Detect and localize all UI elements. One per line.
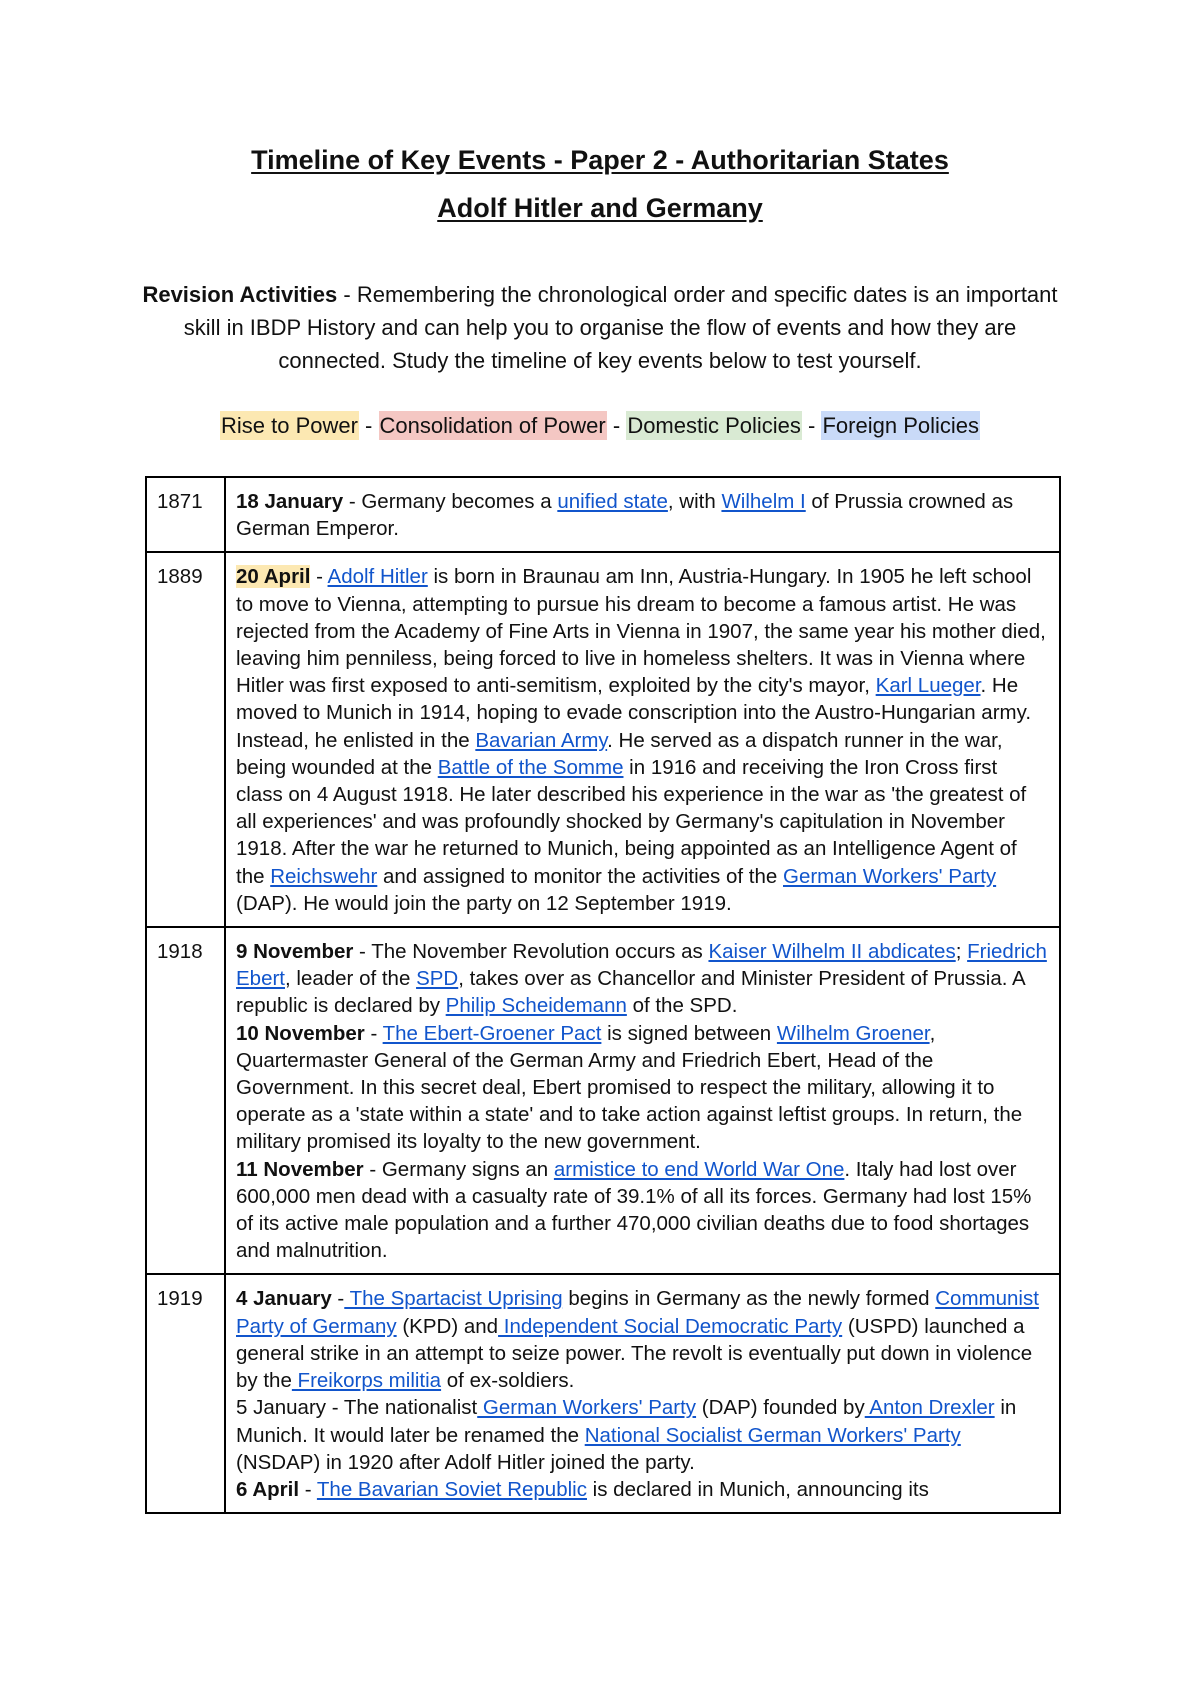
timeline-year: 1919 [146, 1274, 225, 1513]
event-text: and assigned to monitor the activities of the [377, 864, 783, 888]
event-text: - The November Revolution occurs as [353, 940, 709, 964]
timeline-event [236, 1156, 1049, 1265]
event-link[interactable]: Freikorps militia [291, 1369, 442, 1393]
timeline-event [236, 1476, 1049, 1503]
color-legend [0, 411, 1200, 441]
event-text: (KPD) and [396, 1314, 499, 1338]
event-text: . He moved to Munich in 1914, hoping to evade conscription into the Austro-Hungarian army. Instead, he enlisted in the [236, 674, 1032, 752]
event-date: 11 November [236, 1157, 364, 1181]
event-link[interactable]: Anton Drexler [864, 1396, 995, 1420]
timeline-row [146, 1274, 1060, 1513]
event-date: 18 January [236, 490, 344, 513]
event-link[interactable]: Wilhelm I [721, 490, 806, 513]
event-date: 6 April [236, 1477, 300, 1501]
timeline-event [236, 1394, 1049, 1476]
event-text: in Munich. It would later be renamed the [236, 1396, 1017, 1447]
event-text: - Germany signs an [363, 1157, 554, 1181]
event-text: - [299, 1477, 317, 1501]
timeline-event [236, 1285, 1049, 1394]
event-text: - [310, 565, 328, 589]
event-text: (DAP). He would join the party on 12 September 1919. [236, 891, 732, 915]
event-link[interactable]: Wilhelm Groener [776, 1021, 930, 1045]
event-text: of the SPD. [626, 994, 738, 1018]
timeline-row [146, 477, 1060, 552]
event-text: - Germany becomes a [343, 490, 558, 513]
event-text: (DAP) founded by [696, 1396, 865, 1420]
document-title: Timeline of Key Events - Paper 2 - Authoritarian States [251, 145, 949, 175]
event-text: is signed between [601, 1021, 777, 1045]
event-text: , leader of the [285, 967, 417, 991]
event-link[interactable]: Independent Social Democratic Party [498, 1314, 843, 1338]
event-text: of Prussia crowned as German Emperor. [236, 490, 1014, 541]
event-date: 20 April [236, 565, 311, 589]
event-text: . Italy had lost over 600,000 men dead with a casualty rate of 39.1% of all its forces. Germany had lost 15% of its active male population and a further 470,000 civilian deaths due to food shortages and malnutrition. [236, 1157, 1032, 1263]
legend-consolidation-of-power: Consolidation of Power [379, 413, 606, 438]
timeline-events-cell [225, 927, 1060, 1274]
legend-separator: - [358, 413, 379, 438]
event-link[interactable]: armistice to end World War One [553, 1157, 845, 1181]
event-text: begins in Germany as the newly formed [562, 1287, 936, 1311]
timeline-year: 1918 [146, 927, 225, 1274]
timeline-body [146, 477, 1060, 1513]
event-text: of ex-soldiers. [441, 1369, 575, 1393]
legend-rise-to-power: Rise to Power [220, 413, 358, 438]
event-link[interactable]: Reichswehr [270, 864, 378, 888]
intro-paragraph [140, 278, 1060, 377]
timeline-row [146, 552, 1060, 927]
timeline-event [236, 488, 1049, 542]
timeline-event [236, 1020, 1049, 1156]
event-text: ; [955, 940, 968, 964]
event-link[interactable]: National Socialist German Workers' Party [584, 1423, 961, 1447]
timeline-events-cell [225, 552, 1060, 927]
legend-separator: - [606, 413, 627, 438]
event-link[interactable]: The Spartacist Uprising [344, 1287, 563, 1311]
timeline-row [146, 927, 1060, 1274]
timeline-events-cell [225, 1274, 1060, 1513]
event-date: 9 November [236, 940, 354, 964]
event-link[interactable]: Battle of the Somme [437, 755, 624, 779]
event-link[interactable]: Friedrich Ebert [236, 940, 1047, 991]
event-text: (USPD) launched a general strike in an attempt to seize power. The revolt is eventually put down in violence by the [236, 1314, 1033, 1393]
event-link[interactable]: German Workers' Party [783, 864, 997, 888]
document-subtitle: Adolf Hitler and Germany [437, 193, 763, 223]
timeline-year: 1871 [146, 477, 225, 552]
event-date: 4 January [236, 1287, 332, 1311]
event-text: in 1916 and receiving the Iron Cross first class on 4 August 1918. He later described his experience in the war as 'the greatest of all experiences' and was profoundly shocked by Germany's capitulation in November 1918. After the war he returned to Munich, being appointed as an Intelligence Agent of the [236, 755, 1027, 888]
event-link[interactable]: The Ebert-Groener Pact [382, 1021, 602, 1045]
event-link[interactable]: unified state [557, 490, 668, 513]
event-link[interactable]: German Workers' Party [477, 1396, 697, 1420]
event-link[interactable]: Adolf Hitler [327, 565, 428, 589]
timeline-table [145, 476, 1061, 1514]
event-link[interactable]: Philip Scheidemann [445, 994, 627, 1018]
event-text: (NSDAP) in 1920 after Adolf Hitler joined the party. [236, 1450, 695, 1474]
event-link[interactable]: SPD [416, 967, 459, 991]
intro-label: Revision Activities [142, 282, 338, 307]
event-date: 10 November [236, 1021, 365, 1045]
timeline-event [236, 938, 1049, 1020]
legend-separator: - [801, 413, 822, 438]
event-link[interactable]: Kaiser Wilhelm II abdicates [708, 940, 956, 964]
event-text: 5 January - The nationalist [236, 1396, 478, 1420]
event-text: , takes over as Chancellor and Minister President of Prussia. A republic is declared by [236, 967, 1025, 1018]
event-text: , with [667, 490, 722, 513]
timeline-event [236, 563, 1049, 917]
event-link[interactable]: Bavarian Army [475, 728, 608, 752]
event-text: . He served as a dispatch runner in the war, being wounded at the [236, 728, 1003, 779]
event-text: is born in Braunau am Inn, Austria-Hungary. In 1905 he left school to move to Vienna, attempting to pursue his dream to become a famous artist. He was rejected from the Academy of Fine Arts in Vienna in 1907, the same year his mother died, leaving him penniless, being forced to live in homeless shelters. It was in Vienna where Hitler was first exposed to anti-semitism, exploited by the city's mayor, [236, 565, 1046, 698]
event-text: , Quartermaster General of the German Army and Friedrich Ebert, Head of the Government. In this secret deal, Ebert promised to respect the military, allowing it to operate as a 'state within a state' and to take action against leftist groups. In return, the military promised its loyalty to the new government. [236, 1021, 1023, 1154]
timeline-events-cell [225, 477, 1060, 552]
event-text: is declared in Munich, announcing its [586, 1477, 929, 1501]
event-link[interactable]: The Bavarian Soviet Republic [316, 1477, 587, 1501]
legend-domestic-policies: Domestic Policies [627, 413, 801, 438]
event-text: - [364, 1021, 383, 1045]
event-text: - [331, 1287, 345, 1311]
timeline-year: 1889 [146, 552, 225, 927]
event-link[interactable]: Communist Party of Germany [236, 1287, 1039, 1338]
intro-text: - Remembering the chronological order and specific dates is an important skill in IBDP History and can help you to organise the flow of events and how they are connected. Study the timeline of key events below to test yourself. [183, 282, 1058, 373]
legend-foreign-policies: Foreign Policies [822, 413, 979, 438]
event-link[interactable]: Karl Lueger [875, 674, 981, 698]
